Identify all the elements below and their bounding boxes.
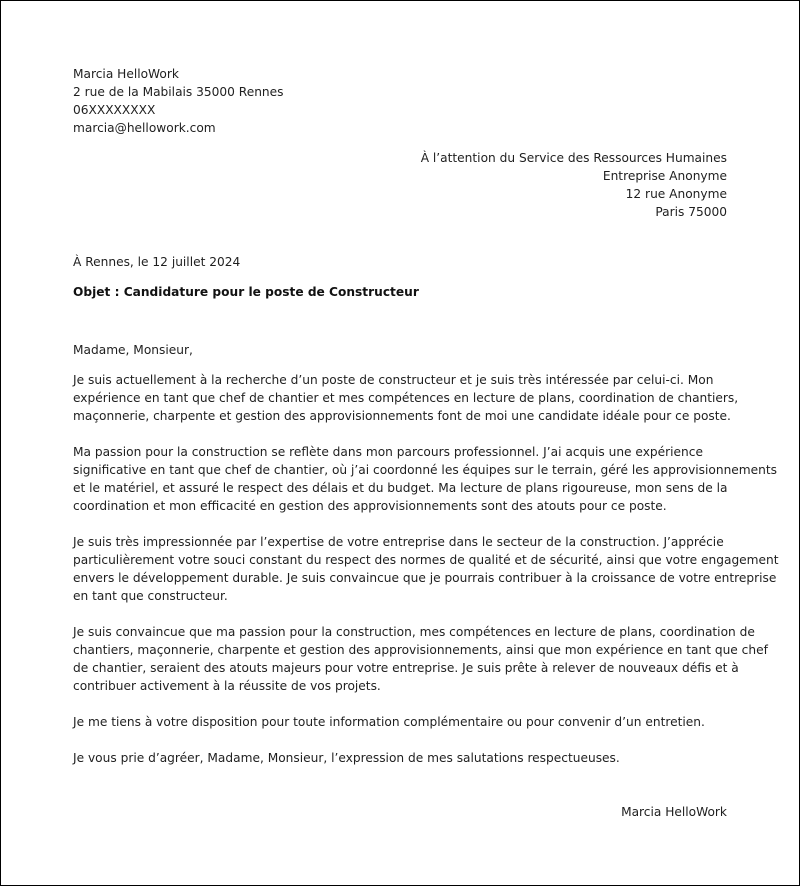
paragraph-line: Ma passion pour la construction se reflète dans mon parcours professionnel. J’ai acquis une expérience <box>73 445 703 459</box>
paragraph-line: envers le développement durable. Je suis convaincue que je pourrais contribuer à la croissance de votre entreprise <box>73 571 777 585</box>
sender-block <box>73 65 284 137</box>
date-line: À Rennes, le 12 juillet 2024 <box>73 255 241 269</box>
paragraph-line: et le matériel, et assuré le respect des délais et du budget. Ma lecture de plans rigoureuse, mon sens de la <box>73 481 728 495</box>
recipient-block <box>421 149 727 221</box>
paragraph-line: expérience en tant que chef de chantier et mes compétences en lecture de plans, coordination de chantiers, <box>73 391 739 405</box>
paragraph-line: chantiers, maçonnerie, charpente et gestion des approvisionnements, ainsi que mon expérience en tant que chef <box>73 643 768 657</box>
recipient-attention: À l’attention du Service des Ressources Humaines <box>420 151 727 165</box>
paragraph-line: particulièrement votre souci constant du respect des normes de qualité et de sécurité, ainsi que votre engagement <box>73 553 779 567</box>
paragraph-line: en tant que constructeur. <box>73 589 228 603</box>
signature: Marcia HelloWork <box>621 805 727 819</box>
paragraph-introduction <box>73 371 739 425</box>
paragraph-experience <box>73 443 778 515</box>
paragraph-line: de chantier, seraient des atouts majeurs pour votre entreprise. Je suis prête à relever de nouveaux défis et à <box>73 661 739 675</box>
paragraph-line: Je suis très impressionnée par l’expertise de votre entreprise dans le secteur de la construction. J’apprécie <box>73 535 724 549</box>
subject-line: Objet : Candidature pour le poste de Constructeur <box>73 285 419 299</box>
recipient-city: Paris 75000 <box>655 205 727 219</box>
paragraph-line: maçonnerie, charpente et gestion des approvisionnements font de moi une candidate idéale pour ce poste. <box>73 409 731 423</box>
paragraph-conclusion <box>73 623 768 695</box>
paragraph-closing <box>73 749 733 767</box>
sender-name: Marcia HelloWork <box>73 67 179 81</box>
paragraph-company-interest <box>73 533 779 605</box>
paragraph-line: coordination et mon efficacité en gestion des approvisionnements sont des atouts pour ce poste. <box>73 499 667 513</box>
salutation: Madame, Monsieur, <box>73 343 193 357</box>
sender-address: 2 rue de la Mabilais 35000 Rennes <box>73 85 284 99</box>
paragraph-availability <box>73 713 733 731</box>
recipient-company: Entreprise Anonyme <box>602 169 727 183</box>
paragraph-line: Je suis convaincue que ma passion pour la construction, mes compétences en lecture de plans, coordination de <box>73 625 755 639</box>
paragraph-line: contribuer activement à la réussite de vos projets. <box>73 679 381 693</box>
paragraph-line: Je vous prie d’agréer, Madame, Monsieur, l’expression de mes salutations respectueuses. <box>73 751 620 765</box>
sender-email: marcia@hellowork.com <box>73 121 216 135</box>
paragraph-line: Je suis actuellement à la recherche d’un poste de constructeur et je suis très intéressée par celui-ci. Mon <box>73 373 714 387</box>
paragraph-line: Je me tiens à votre disposition pour toute information complémentaire ou pour convenir d’un entretien. <box>73 715 705 729</box>
paragraph-line: significative en tant que chef de chantier, où j’ai coordonné les équipes sur le terrain, géré les approvisionnements <box>73 463 778 477</box>
recipient-street: 12 rue Anonyme <box>625 187 727 201</box>
sender-phone: 06XXXXXXXX <box>73 103 156 117</box>
